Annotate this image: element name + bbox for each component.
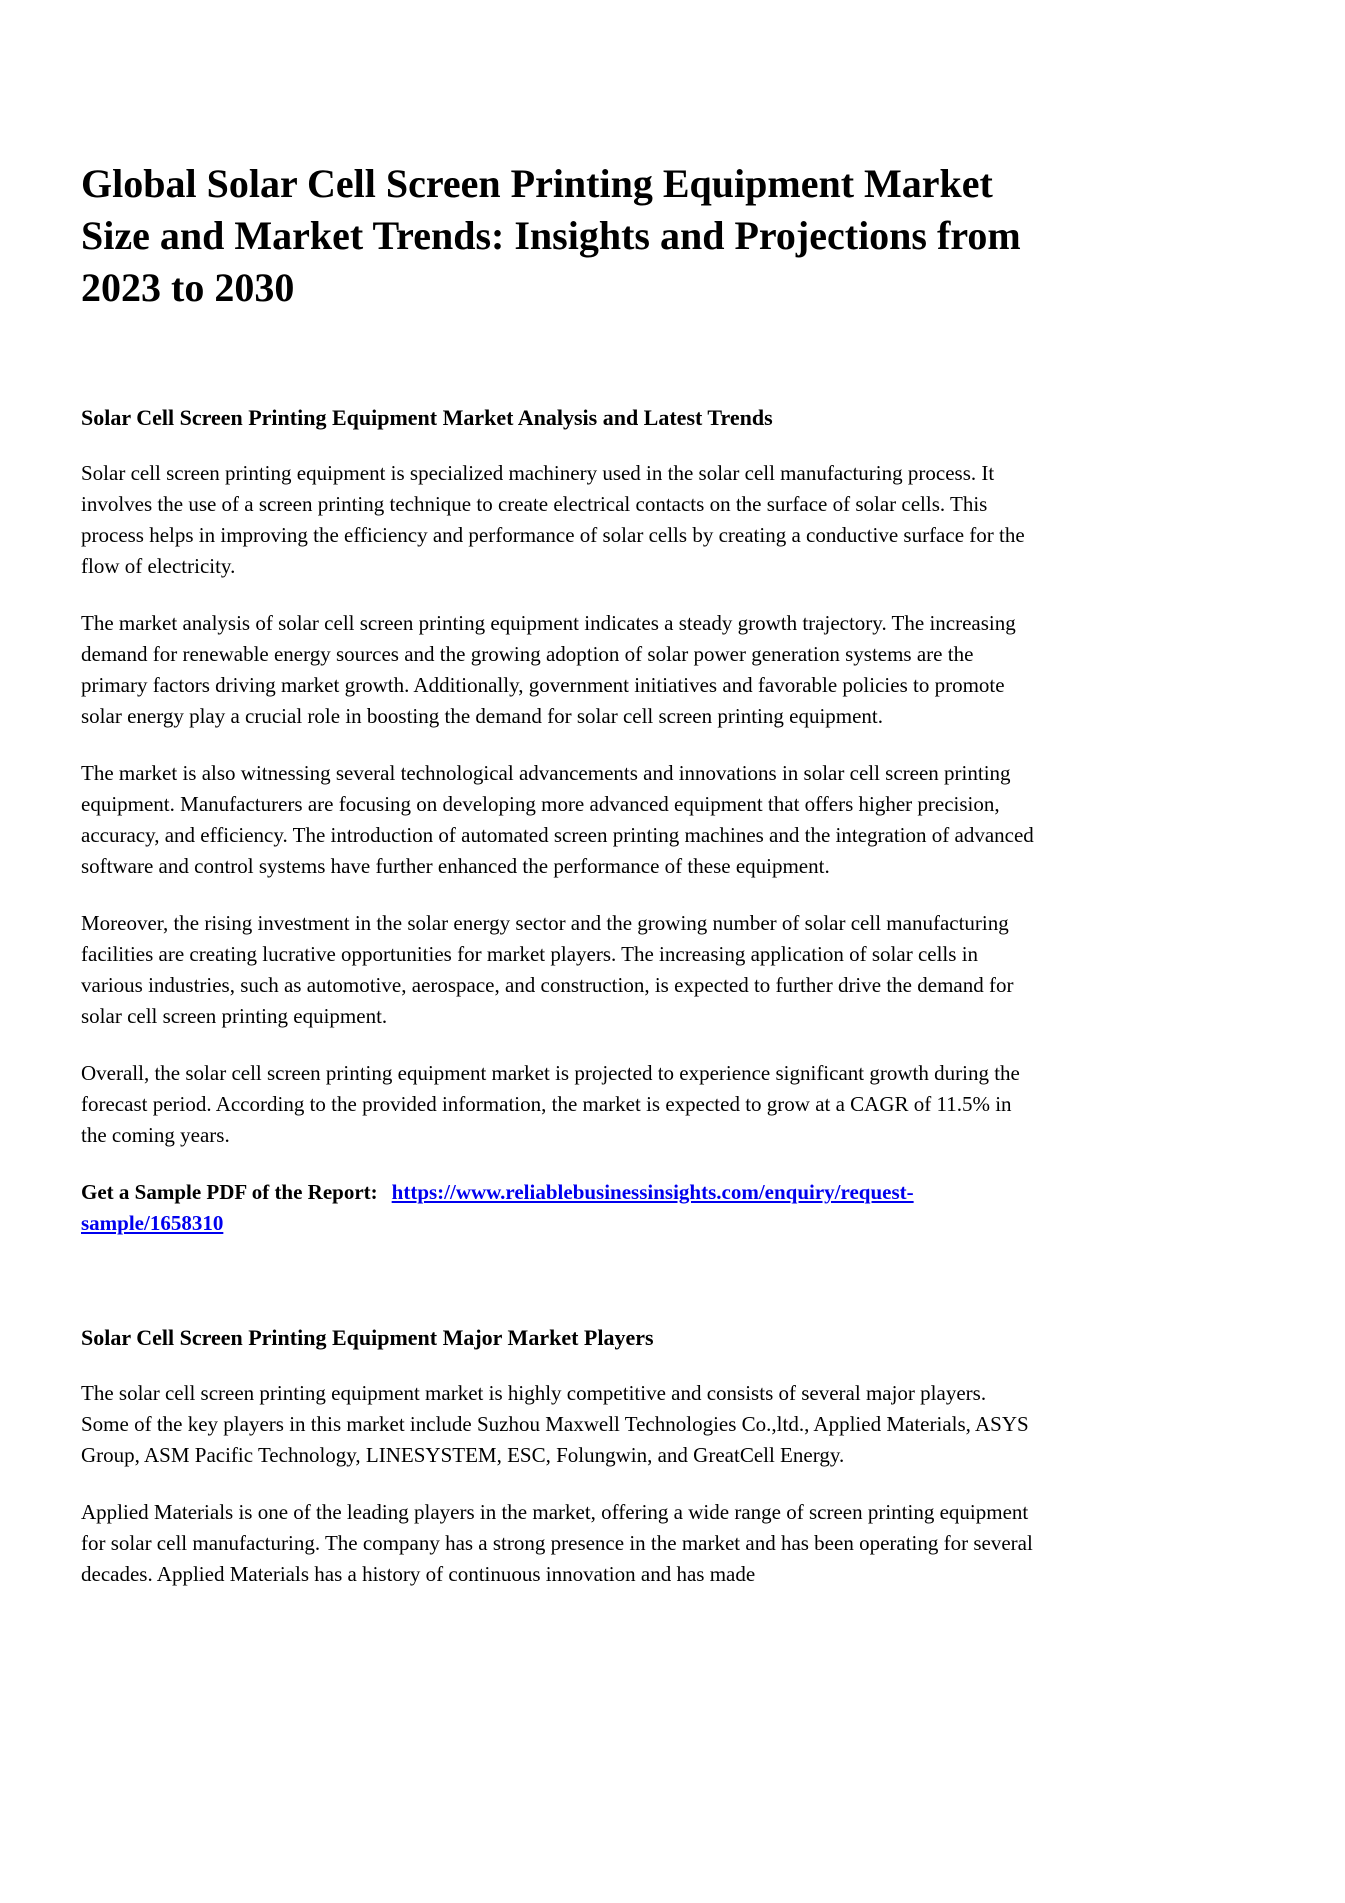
section-heading-market-analysis: Solar Cell Screen Printing Equipment Market Analysis and Latest Trends	[81, 405, 773, 430]
sample-report-link[interactable]: https://www.reliablebusinessinsights.com/enquiry/request-sample/1658310	[81, 1180, 914, 1235]
page-title: Global Solar Cell Screen Printing Equipment Market Size and Market Trends: Insights and Projections from 2023 to 2030	[81, 161, 1021, 310]
paragraph-growth-projection: Overall, the solar cell screen printing equipment market is projected to experience significant growth during the forecast period. According to the provided information, the market is expected to grow at a CAGR of 11.5% in the coming years.	[81, 1061, 1020, 1147]
paragraph-equipment-definition: Solar cell screen printing equipment is specialized machinery used in the solar cell manufacturing process. It involves the use of a screen printing technique to create electrical contacts on the surface of solar cells. This process helps in improving the efficiency and performance of solar cells by creating a conductive surface for the flow of electricity.	[81, 461, 1025, 578]
paragraph-investment-opportunities: Moreover, the rising investment in the solar energy sector and the growing number of solar cell manufacturing facilities are creating lucrative opportunities for market players. The increasing application of solar cells in various industries, such as automotive, aerospace, and construction, is expected to further drive the demand for solar cell screen printing equipment.	[81, 911, 1014, 1028]
paragraph-applied-materials: Applied Materials is one of the leading players in the market, offering a wide range of screen printing equipment for solar cell manufacturing. The company has a strong presence in the market and has been operating for several decades. Applied Materials has a history of continuous innovation and has made	[81, 1500, 1033, 1586]
paragraph-market-analysis: The market analysis of solar cell screen printing equipment indicates a steady growth trajectory. The increasing demand for renewable energy sources and the growing adoption of solar power generation systems are the primary factors driving market growth. Additionally, government initiatives and favorable policies to promote solar energy play a crucial role in boosting the demand for solar cell screen printing equipment.	[81, 611, 1016, 728]
sample-report-cta	[81, 1177, 1035, 1239]
sample-report-label: Get a Sample PDF of the Report:	[81, 1180, 378, 1204]
paragraph-technological-advancements: The market is also witnessing several technological advancements and innovations in solar cell screen printing equipment. Manufacturers are focusing on developing more advanced equipment that offers higher precision, accuracy, and efficiency. The introduction of automated screen printing machines and the integration of advanced software and control systems have further enhanced the performance of these equipment.	[81, 761, 1034, 878]
paragraph-key-players: The solar cell screen printing equipment market is highly competitive and consists of several major players. Some of the key players in this market include Suzhou Maxwell Technologies Co.,ltd., Applied Materials, ASYS Group, ASM Pacific Technology, LINESYSTEM, ESC, Folungwin, and GreatCell Energy.	[81, 1381, 1029, 1467]
section-heading-major-market-players: Solar Cell Screen Printing Equipment Major Market Players	[81, 1325, 654, 1350]
